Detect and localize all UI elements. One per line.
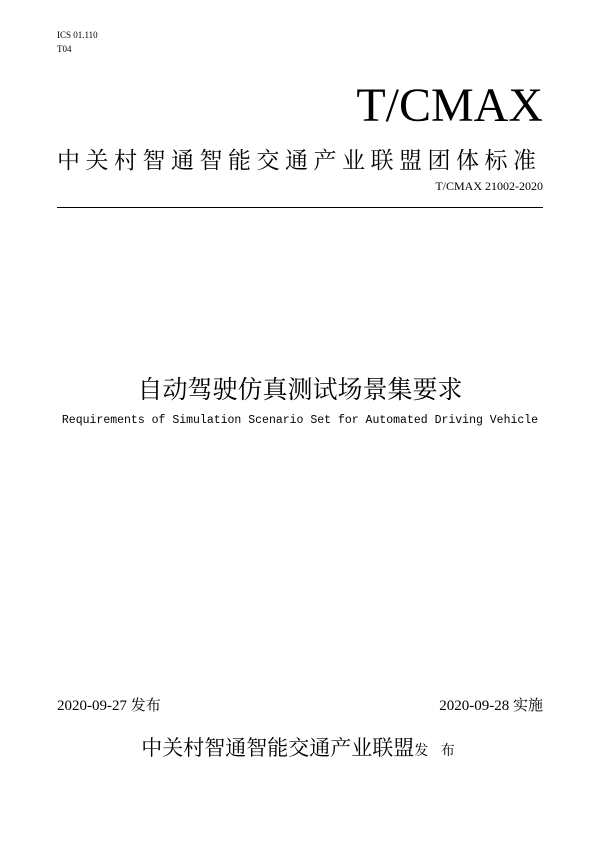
release-label: 发布 — [130, 698, 161, 714]
implementation-date-value: 2020-09-28 — [439, 698, 510, 714]
document-title-english: Requirements of Simulation Scenario Set for Automated Driving Vehicle — [61, 414, 539, 427]
implementation-label: 实施 — [512, 698, 543, 714]
organization-title: 中关村智通智能交通产业联盟团体标准 — [57, 148, 542, 174]
standard-number: T/CMAX 21002-2020 — [435, 179, 543, 193]
ics-code: ICS 01.110 — [57, 30, 98, 40]
release-date — [57, 694, 161, 715]
brand-code: T/CMAX — [356, 79, 543, 132]
document-title: 自动驾驶仿真测试场景集要求 — [137, 375, 463, 404]
divider — [57, 207, 543, 208]
classification-code: T04 — [57, 44, 72, 54]
publisher — [0, 732, 600, 762]
release-date-value: 2020-09-27 — [57, 698, 127, 714]
publisher-suffix: 发 布 — [414, 743, 459, 759]
implementation-date — [439, 694, 543, 715]
publisher-name: 中关村智通智能交通产业联盟 — [141, 736, 415, 760]
